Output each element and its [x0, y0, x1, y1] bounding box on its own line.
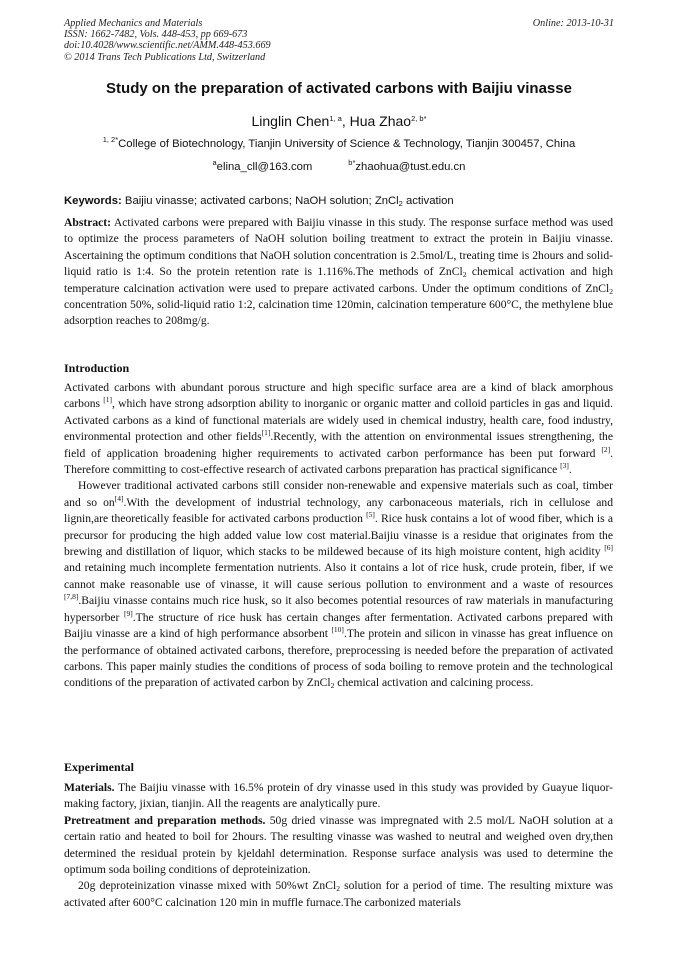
experimental-paragraph-3 — [64, 878, 613, 911]
journal-metadata — [64, 18, 271, 63]
citation: [4] — [114, 493, 124, 503]
body-text: chemical activation and calcining process. — [334, 676, 534, 690]
author-superscript: 1, a — [329, 114, 342, 123]
subscript: 2 — [462, 270, 467, 280]
body-text: However traditional activated carbons still consider non-renewable and expensive materials such as coal, timber and so on — [64, 479, 613, 509]
body-text: .With the development of industrial technology, any carbonaceous materials, rich in cellulose and lignin,are theoretically feasible for activated carbons production — [64, 495, 613, 526]
email-address[interactable]: elina_cll@163.com — [216, 161, 313, 173]
email-line — [0, 158, 678, 173]
online-date: Online: 2013-10-31 — [532, 18, 614, 29]
abstract-text: concentration 50%, solid-liquid ratio 1:2, calcination time 120min, calcination temperature 600°C, the methylene blue adsorption reaches to 208mg/g. — [64, 298, 613, 328]
author-name: Hua Zhao — [349, 113, 412, 129]
body-text: . — [568, 463, 572, 477]
citation: [9] — [124, 608, 133, 618]
materials-label: Materials. — [64, 781, 115, 794]
body-text: . Therefore committing to cost-effective research of activated carbons preparation has practical significance — [64, 446, 613, 477]
citation: [7,8] — [64, 592, 79, 602]
body-text: Activated carbons with abundant porous structure and high specific surface area are a kind of black amorphous carbons — [64, 381, 613, 411]
author-line — [0, 113, 678, 129]
body-text: and retaining much incomplete fermentation nutrients. Also it contains a lot of rice husk, crude protein, fiber, if we cannot make reasonable use of vinasse, it will cause serious pollution to environment and a waste of resources — [64, 561, 613, 591]
citation: [2] — [601, 444, 611, 454]
body-text: .The protein and silicon in vinasse has great influence on the performance of obtained activated carbons, therefore, preprocessing is needed before the preparation of activated carbons. This paper mainly studies the conditions of process of soda boiling to remove protein and the technological conditions of the preparation of activated carbon by ZnCl — [64, 627, 613, 690]
author-separator: , — [341, 113, 350, 129]
issn-line: ISSN: 1662-7482, Vols. 448-453, pp 669-673 — [64, 29, 248, 41]
abstract-paragraph — [64, 215, 613, 330]
email-superscript: a — [212, 158, 217, 167]
citation: [5] — [366, 510, 375, 520]
materials-paragraph — [64, 780, 613, 813]
intro-paragraph-2 — [64, 478, 613, 691]
citation: [1] — [261, 428, 271, 438]
introduction-body — [64, 380, 613, 692]
subscript: 2 — [398, 199, 403, 208]
citation: [1] — [103, 395, 113, 405]
affiliation — [0, 135, 678, 150]
keywords-text: activation — [402, 195, 454, 207]
body-text: solution for a period of time. The resulting mixture was activated after 600°C calcination 120 min in muffle furnace.The carbonized materials — [64, 879, 613, 909]
body-text: 20g deproteinization vinasse mixed with 50%wt ZnCl — [78, 879, 337, 893]
body-text: . Rice husk contains a lot of wood fiber, which is a precursor for producing the high added value low cost material.Baijiu vinasse is a residue that originates from the brewing and distillation of liquor, which stacks to be mildewed because of its high moisture content, high acidity — [64, 512, 614, 559]
citation: [3] — [560, 461, 569, 471]
copyright-line: © 2014 Trans Tech Publications Ltd, Switzerland — [64, 51, 266, 63]
abstract — [64, 215, 613, 330]
body-text: 50g dried vinasse was impregnated with 2.5 mol/L NaOH solution at a certain ratio and heated to boil for 2hours. The resulting vinasse was washed to neutral and weighed oven dry,then determined the residual protein by kjeldahl determination. Response surface analysis was used to determine the optimum soda boiling conditions of deproteinization. — [64, 813, 613, 877]
author-name: Linglin Chen — [251, 113, 330, 129]
paper-title: Study on the preparation of activated carbons with Baijiu vinasse — [106, 80, 572, 97]
keywords-text: Baijiu vinasse; activated carbons; NaOH solution; ZnCl — [121, 195, 399, 207]
abstract-text: Activated carbons were prepared with Baijiu vinasse in this study. The response surface method was used to optimize the process parameters of NaOH solution boiling treatment to extract the protein in Baijiu vinasse. Ascertaining the optimum conditions that NaOH solution concentration is 2.5mol/L, treating time is 2hours and solid-liquid ratio is 1:4. So the protein retention rate is 1.116%.The methods of ZnCl — [64, 216, 613, 279]
section-heading-experimental: Experimental — [64, 760, 134, 774]
experimental-body — [64, 780, 613, 911]
email-address[interactable]: zhaohua@tust.edu.cn — [355, 161, 466, 173]
pretreatment-paragraph — [64, 813, 613, 879]
citation: [10] — [331, 625, 344, 635]
pretreatment-label: Pretreatment and preparation methods. — [64, 813, 266, 827]
intro-paragraph-1 — [64, 380, 613, 478]
body-text: .Baijiu vinasse contains much rice husk, so it also becomes potential resources of raw materials in manufacturing hypersorber — [64, 594, 613, 624]
keywords — [64, 195, 613, 207]
subscript: 2 — [330, 681, 335, 691]
email-superscript: b* — [348, 158, 356, 167]
body-text: The Baijiu vinasse with 16.5% protein of dry vinasse used in this study was provided by Guayue liquor-making factory, jixian, tianjin. All the reagents are analytically pure. — [64, 781, 613, 811]
body-text: .The structure of rice husk has certain changes after fermentation. Activated carbons prepared with Baijiu vinasse are a kind of high performance absorbent — [64, 610, 613, 641]
affiliation-text: College of Biotechnology, Tianjin University of Science & Technology, Tianjin 300457, China — [118, 138, 576, 150]
abstract-text: chemical activation and high temperature calcination activation were used to prepare activated carbons. Under the optimum conditions of ZnCl — [64, 265, 613, 295]
body-text: .Recently, with the attention on environmental issues strengthening, the field of application broadening higher requirements to activated carbon performance has been put forward — [64, 430, 613, 460]
subscript: 2 — [609, 286, 613, 296]
section-heading-introduction: Introduction — [64, 361, 130, 375]
doi-line: doi:10.4028/www.scientific.net/AMM.448-453.669 — [64, 40, 271, 52]
citation: [6] — [604, 543, 613, 553]
keywords-label: Keywords: — [64, 195, 122, 207]
subscript: 2 — [336, 884, 340, 894]
affiliation-superscript: 1, 2* — [102, 135, 119, 144]
author-superscript: 2, b* — [411, 114, 427, 123]
journal-name: Applied Mechanics and Materials — [64, 18, 203, 29]
body-text: , which have strong adsorption ability to inorganic or organic matter and colloid particles in gas and liquid. Activated carbons as a kind of functional materials are widely used in chemical industry, health care, food industry, environmental protection and other fields — [64, 397, 613, 444]
abstract-label: Abstract: — [64, 216, 112, 229]
